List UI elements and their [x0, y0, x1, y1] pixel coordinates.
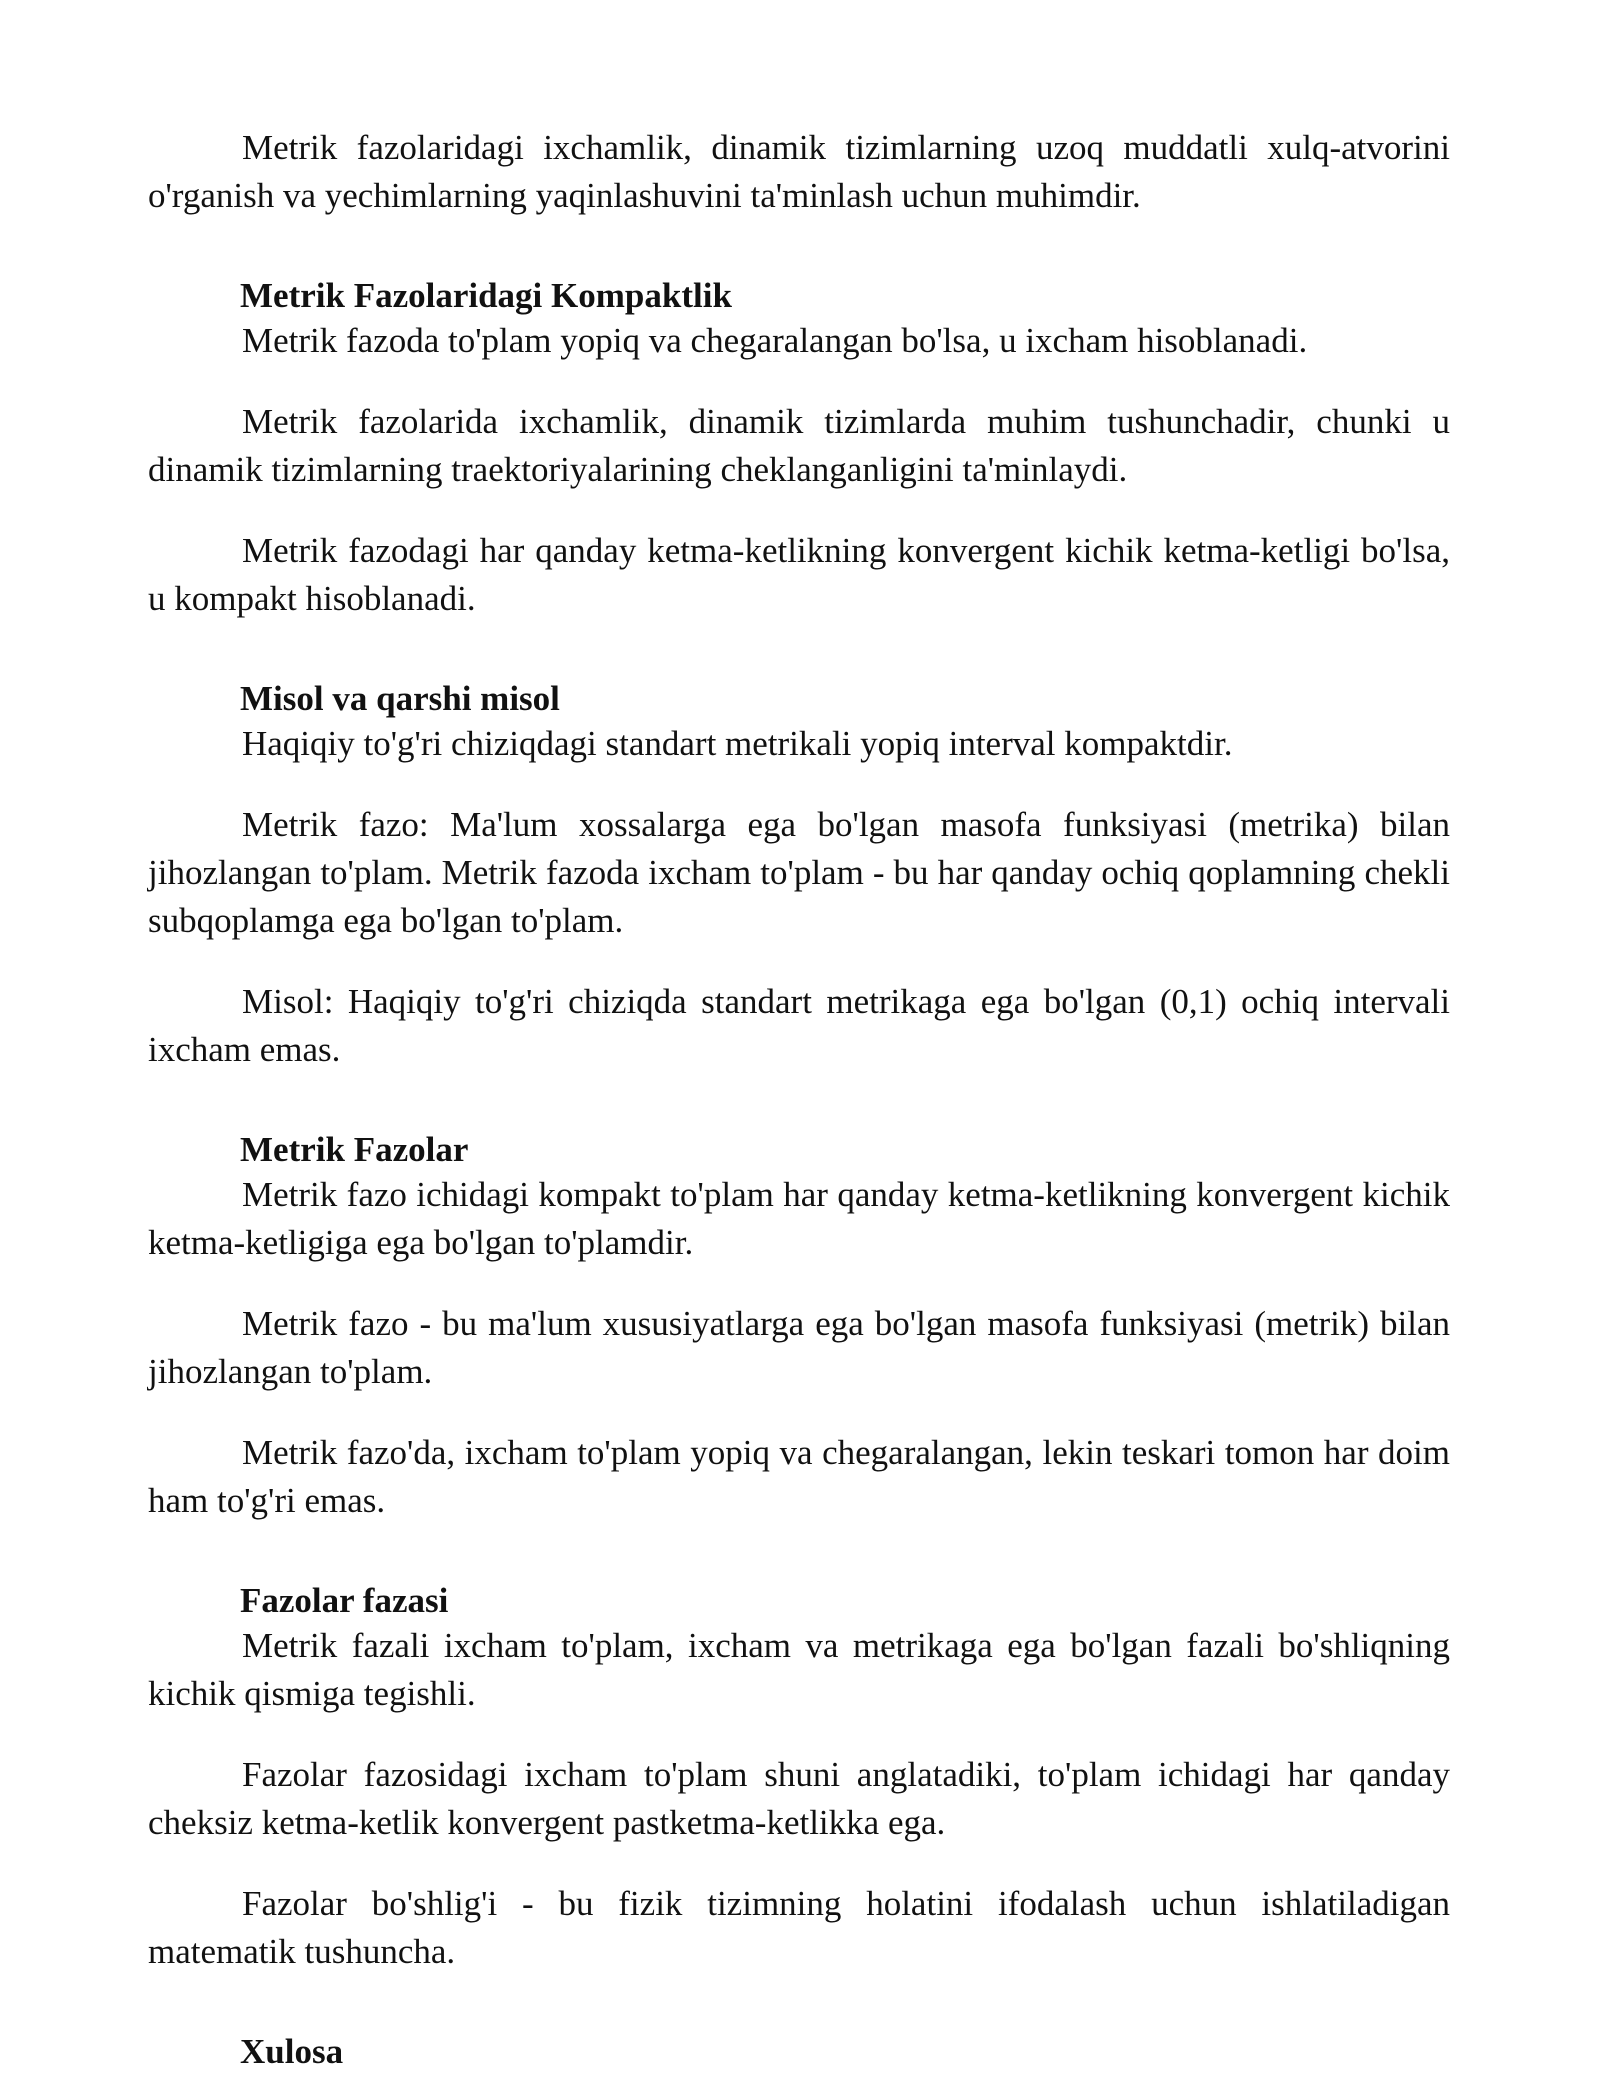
section-heading: Metrik Fazolaridagi Kompaktlik [240, 276, 732, 315]
section-lead-paragraph: Metrik fazali ixcham to'plam, ixcham va metrikaga ega bo'lgan fazali bo'shliqning kichik qismiga tegishli. [148, 1626, 1450, 1713]
paragraph: Fazolar bo'shlig'i - bu fizik tizimning holatini ifodalash uchun ishlatiladigan matematik tushuncha. [148, 1884, 1450, 1971]
section [148, 678, 1450, 768]
paragraph: Metrik fazo: Ma'lum xossalarga ega bo'lgan masofa funksiyasi (metrika) bilan jihozlangan to'plam. Metrik fazoda ixcham to'plam - bu har qanday ochiq qoplamning chekli subqoplamga ega bo'lgan to'plam. [148, 805, 1450, 940]
section-lead-paragraph: Metrik fazo ichidagi kompakt to'plam har qanday ketma-ketlikning konvergent kichik ketma-ketligiga ega bo'lgan to'plamdir. [148, 1175, 1450, 1262]
document-page [148, 124, 1450, 2073]
conclusion-heading: Xulosa [240, 2032, 344, 2071]
section-heading: Metrik Fazolar [240, 1130, 469, 1169]
paragraph: Fazolar fazosidagi ixcham to'plam shuni anglatadiki, to'plam ichidagi har qanday cheksiz ketma-ketlik konvergent pastketma-ketlikka ega. [148, 1755, 1450, 1842]
paragraph: Metrik fazo'da, ixcham to'plam yopiq va chegaralangan, lekin teskari tomon har doim ham to'g'ri emas. [148, 1433, 1450, 1520]
section-lead-paragraph: Metrik fazoda to'plam yopiq va chegaralangan bo'lsa, u ixcham hisoblanadi. [242, 321, 1308, 360]
section [148, 1129, 1450, 1267]
section-heading: Misol va qarshi misol [240, 679, 560, 718]
paragraph: Misol: Haqiqiy to'g'ri chiziqda standart metrikaga ega bo'lgan (0,1) ochiq intervali ixcham emas. [148, 982, 1450, 1069]
section-heading: Fazolar fazasi [240, 1581, 449, 1620]
section [148, 1580, 1450, 1718]
paragraph: Metrik fazo - bu ma'lum xususiyatlarga ega bo'lgan masofa funksiyasi (metrik) bilan jihozlangan to'plam. [148, 1304, 1450, 1391]
paragraph: Metrik fazodagi har qanday ketma-ketlikning konvergent kichik ketma-ketligi bo'lsa, u kompakt hisoblanadi. [148, 531, 1450, 618]
paragraph: Metrik fazolaridagi ixchamlik, dinamik tizimlarning uzoq muddatli xulq-atvorini o'rganish va yechimlarning yaqinlashuvini ta'minlash uchun muhimdir. [148, 128, 1450, 215]
section [148, 275, 1450, 365]
paragraph: Metrik fazolarida ixchamlik, dinamik tizimlarda muhim tushunchadir, chunki u dinamik tizimlarning traektoriyalarining cheklanganligini ta'minlaydi. [148, 402, 1450, 489]
section-lead-paragraph: Haqiqiy to'g'ri chiziqdagi standart metrikali yopiq interval kompaktdir. [242, 724, 1233, 763]
